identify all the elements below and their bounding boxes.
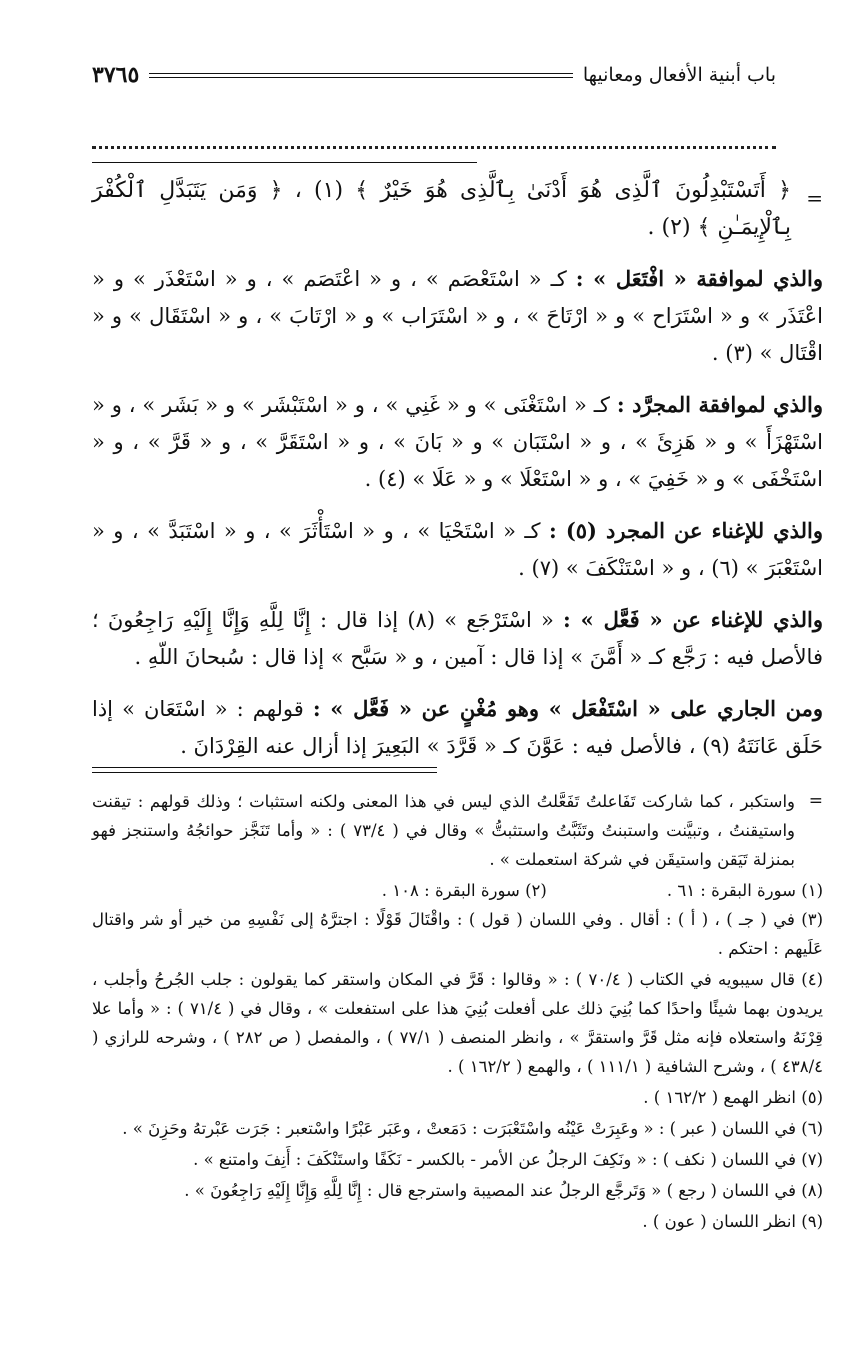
header-rule	[149, 73, 573, 78]
paragraph-lead: والذي لموافقة المجرَّد :	[616, 392, 823, 417]
footnote-separator	[92, 767, 437, 768]
paragraph-mujarrad	[92, 386, 823, 498]
main-text	[92, 172, 823, 779]
footnote-row	[92, 876, 823, 905]
footnote-1: (١) سورة البقرة : ٦١ .	[666, 881, 823, 900]
paragraph-lead: ومن الجاري على « اسْتَفْعَل » وهو مُغْنٍ عن « فَعَّل » :	[312, 696, 823, 721]
footnote-5: (٥) انظر الهمع ( ١٦٢/٢ ) .	[643, 1088, 823, 1107]
footnote-2: (٢) سورة البقرة : ١٠٨ .	[381, 881, 547, 900]
paragraph-text: كـ « اسْتَعْصَم » ، و « اعْتَصَم » ، و « اسْتَعْذَر » و « اعْتَذَر » و « اسْتَرَاح » و « ارْتَاحَ » ، و « اسْتَرَاب » و « ارْتَابَ » ، و « اسْتَقَال » و « اقْتَال » (٣) .	[92, 267, 823, 365]
paragraph-iftaal	[92, 260, 823, 372]
paragraph-text: كـ « اسْتَغْنَى » و « غَنِي » ، و « اسْتَبْشَر » و « بَشَر » ، و « اسْتَهْزَأَ » و « هَزِئَ » ، و « اسْتَبَان » و « بَانَ » ، و « اسْتَقَرَّ » ، و « قَرَّ » ، و « اسْتَخْفَى » و « خَفِيَ » ، و « اسْتَعْلَا » و « عَلَا » (٤) .	[92, 393, 823, 491]
paragraph-text: « اسْتَرْجَع » (٨) إذا قال : إِنَّا لِلَّهِ وَإِنَّا إِلَيْهِ رَاجِعُونَ ؛ فالأصل فيه : رَجَّع كـ « أَمَّنَ » إذا قال : آمين ، و « سَبَّح » إذا قال : سُبحانَ اللّهِ .	[92, 608, 823, 669]
footnote-6: (٦) في اللسان ( عبر ) : « وعَبِرَتْ عَيْنُه واسْتَعْبَرَت : دَمَعتْ ، وعَبَر عَبْرًا واسْتعبر : جَرَت عَبْرتهُ وحَزِنَ » .	[122, 1119, 823, 1138]
footnotes	[92, 787, 823, 1238]
short-divider	[92, 162, 477, 163]
footnote-7: (٧) في اللسان ( نكف ) : « ونَكِفَ الرجلُ عن الأمر - بالكسر - نَكَفًا واستَنْكَفَ : أَنِفَ وامتنع » .	[193, 1150, 823, 1169]
continuation-marker: =	[808, 791, 823, 811]
page-number: ٣٧٦٥	[92, 62, 140, 88]
paragraph-lead: والذي لموافقة « افْتَعَل » :	[575, 266, 823, 291]
quran-verses: ﴿ أَتَسْتَبْدِلُونَ ٱلَّذِى هُوَ أَدْنَىٰ بِٱلَّذِى هُوَ خَيْرٌ ﴾ (١) ، ﴿ وَمَن يَتَبَدَّلِ ٱلْكُفْرَ بِٱلْإِيمَـٰنِ ﴾ (٢) .	[92, 178, 791, 240]
footnote-continuation: واستكبر ، كما شاركت تَفَاعلتُ تَفَعَّلتُ الذي ليس في هذا المعنى ولكنه استثبات ؛ وذلك قولهم : تيقنت واستيقنتُ ، وتبيَّنت واستبنتُ وتَثَبَّتُ واستثبتُّ » وقال في ( ٧٣/٤ ) : « وأما تَنَجَّز حوائجُهُ واستنجز فهو بمنزلة تَيَقن واستيقَن في شركة استعملت » .	[92, 792, 795, 869]
footnote-9: (٩) انظر اللسان ( عون ) .	[642, 1212, 823, 1231]
paragraph-jari	[92, 690, 823, 765]
footnote-4: (٤) قال سيبويه في الكتاب ( ٧٠/٤ ) : « وقالوا : قَرَّ في المكان واستقر كما يقولون : جلب الجُرحُ وأجلب ، يريدون بهما شيئًا واحدًا كما بُنِيَ ذلك على أفعلت بُنِيَ هذا على استفعلت » ، وقال في ( ٧١/٤ ) : « وأما علا قِرْنَهُ واستعلاه فإنه مثل قَرَّ واستقرَّ » ، وانظر المنصف ( ٧٧/١ ) ، والمفصل ( ص ٢٨٢ ) ، وشرحه للرازي ( ٤٣٨/٤ ) ، وشرح الشافية ( ١١١/١ ) ، والهمع ( ١٦٢/٢ ) .	[92, 970, 823, 1076]
paragraph-lead: والذي للإغناء عن « فَعَّل » :	[563, 607, 823, 632]
paragraph-ighna-mujarrad	[92, 512, 823, 587]
paragraph-lead: والذي للإغناء عن المجرد (٥) :	[549, 518, 823, 543]
continuation-marker: =	[806, 186, 823, 210]
paragraph-text: كـ « اسْتَحْيَا » ، و « اسْتَأْثَرَ » ، و « اسْتَبَدَّ » ، و « اسْتَعْبَرَ » (٦) ، و « اسْتَنْكَفَ » (٧) .	[92, 519, 823, 580]
chapter-title: باب أبنية الأفعال ومعانيها	[582, 64, 776, 86]
dotted-divider	[92, 134, 776, 149]
running-header	[92, 58, 776, 92]
footnote-3: (٣) في ( جـ ) ، ( أ ) : أقال . وفي اللسان ( قول ) : واقْتَالَ قَوْلًا : اجترَّهُ إلى نَفْسِهِ من خير أو شر واقتال عَلَيهم : احتكم .	[92, 910, 823, 958]
footnote-separator	[92, 772, 437, 773]
paragraph-text: قولهم : « اسْتَعَان » إذا حَلَق عَانَتَهُ (٩) ، فالأصل فيه : عَوَّنَ كـ « قَرَّدَ » البَعِيرَ إذا أزال عنه القِرْدَانَ .	[92, 697, 823, 758]
footnote-8: (٨) في اللسان ( رجع ) « وَتَرجَّع الرجلُ عند المصيبة واسترجع قال : إِنَّا لِلَّهِ وَإِنَّا إِلَيْهِ رَاجِعُونَ » .	[184, 1181, 823, 1200]
paragraph-ighna-faaal	[92, 601, 823, 676]
